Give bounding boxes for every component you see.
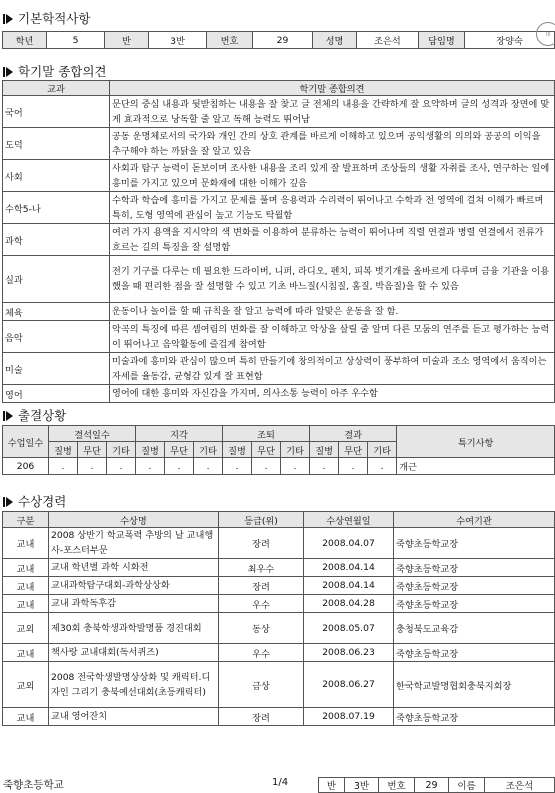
opinion-text: 미술과에 흥미와 관심이 많으며 특히 만들기에 창의적이고 상상력이 풍부하여 미술과 조소 영역에서 움직이는 자세를 율동감, 균형감 있게 잘 표현함 bbox=[110, 353, 555, 385]
section-marker-icon bbox=[3, 496, 14, 507]
number-label: 번호 bbox=[207, 32, 253, 49]
class-value: 3반 bbox=[149, 32, 207, 49]
award-date: 2008.04.07 bbox=[304, 528, 394, 559]
sub-header-unexcused: 무단 bbox=[78, 442, 107, 458]
opinion-subject: 실과 bbox=[3, 256, 110, 303]
award-name: 2008 상반기 학교폭력 추방의 날 교내행사-포스터부문 bbox=[49, 528, 219, 559]
footer-name-value: 조은석 bbox=[485, 778, 555, 793]
sub-header-illness: 질병 bbox=[136, 442, 165, 458]
awards-table bbox=[2, 511, 555, 726]
attendance-cell: . bbox=[78, 458, 107, 475]
award-grade: 장려 bbox=[219, 528, 304, 559]
award-org: 죽향초등학교장 bbox=[394, 644, 555, 662]
award-type: 교내 bbox=[3, 595, 49, 613]
footer-info-table bbox=[318, 777, 555, 793]
name-value: 조은석 bbox=[357, 32, 419, 49]
opinion-subject: 영어 bbox=[3, 385, 110, 403]
award-grade: 우수 bbox=[219, 644, 304, 662]
attendance-cell: . bbox=[252, 458, 281, 475]
opinion-subject: 국어 bbox=[3, 96, 110, 128]
sub-header-other: 기타 bbox=[107, 442, 136, 458]
section-title-opinion bbox=[3, 62, 107, 80]
award-grade: 금상 bbox=[219, 662, 304, 708]
attendance-days-label: 수업일수 bbox=[3, 426, 49, 458]
section-title-attendance bbox=[3, 406, 66, 424]
award-grade: 장려 bbox=[219, 708, 304, 726]
award-type: 교외 bbox=[3, 662, 49, 708]
award-name: 교내 영어잔치 bbox=[49, 708, 219, 726]
footer-page-number: 1/4 bbox=[272, 777, 289, 788]
attendance-cell: . bbox=[165, 458, 194, 475]
opinion-subject: 과학 bbox=[3, 224, 110, 256]
section-marker-icon bbox=[3, 66, 14, 77]
footer-class-value: 3반 bbox=[345, 778, 379, 793]
attendance-cell: . bbox=[136, 458, 165, 475]
sub-header-unexcused: 무단 bbox=[339, 442, 368, 458]
attendance-cell: . bbox=[368, 458, 397, 475]
opinion-subject: 사회 bbox=[3, 160, 110, 192]
award-type: 교내 bbox=[3, 708, 49, 726]
sub-header-unexcused: 무단 bbox=[252, 442, 281, 458]
section-title-text: 학기말 종합의견 bbox=[18, 64, 107, 79]
section-title-text: 출결상황 bbox=[18, 408, 67, 423]
award-date: 2008.04.14 bbox=[304, 559, 394, 577]
award-date: 2008.04.28 bbox=[304, 595, 394, 613]
sub-header-illness: 질병 bbox=[49, 442, 78, 458]
footer-number-value: 29 bbox=[415, 778, 449, 793]
opinion-text: 영어에 대한 흥미와 자신감을 가지며, 의사소통 능력이 아주 우수함 bbox=[110, 385, 555, 403]
award-grade: 동상 bbox=[219, 613, 304, 644]
award-grade: 최우수 bbox=[219, 559, 304, 577]
sub-header-unexcused: 무단 bbox=[165, 442, 194, 458]
award-name: 교내과학탐구대회-과학상상화 bbox=[49, 577, 219, 595]
awards-header-type: 구분 bbox=[3, 512, 49, 528]
attendance-cell: . bbox=[281, 458, 310, 475]
award-name: 제30회 충북학생과학발명품 경진대회 bbox=[49, 613, 219, 644]
opinion-table bbox=[2, 80, 555, 403]
award-type: 교내 bbox=[3, 644, 49, 662]
opinion-text: 여러 가지 용액을 지시약의 색 변화를 이용하여 분류하는 능력이 뛰어나며 직렬 연결과 병렬 연결에서 전류가 흐르는 길의 특징을 잘 설명함 bbox=[110, 224, 555, 256]
opinion-subject: 도덕 bbox=[3, 128, 110, 160]
award-type: 교내 bbox=[3, 528, 49, 559]
opinion-subject: 미술 bbox=[3, 353, 110, 385]
attendance-cell: . bbox=[223, 458, 252, 475]
teacher-seal-stamp: 印 bbox=[536, 22, 555, 46]
sub-header-other: 기타 bbox=[194, 442, 223, 458]
opinion-text: 전기 기구를 다루는 데 필요한 드라이버, 니퍼, 라디오, 펜치, 피복 벗기개를 올바르게 다루며 금융 기관을 이용했을 때 편리한 점을 잘 설명할 수 있고 기초 바느질(시침질, 홈질, 박음질)을 할 수 있음 bbox=[110, 256, 555, 303]
award-date: 2008.07.19 bbox=[304, 708, 394, 726]
award-date: 2008.04.14 bbox=[304, 577, 394, 595]
footer-name-label: 이름 bbox=[449, 778, 485, 793]
opinion-subject: 수학5-나 bbox=[3, 192, 110, 224]
section-marker-icon bbox=[3, 13, 14, 24]
opinion-text: 운동이나 놀이를 할 때 규칙을 잘 알고 능력에 따라 알맞은 운동을 잘 함. bbox=[110, 303, 555, 321]
attendance-cell: . bbox=[310, 458, 339, 475]
opinion-text: 문단의 중심 내용과 뒷받침하는 내용을 잘 찾고 글 전체의 내용을 간략하게 잘 요약하며 글의 성격과 장면에 맞게 효과적으로 낭독할 줄 알고 독해 능력도 뛰어남 bbox=[110, 96, 555, 128]
opinion-text: 사회과 탐구 능력이 돋보이며 조사한 내용을 조리 있게 잘 발표하며 조상들의 생활 자취를 조사, 연구하는 일에 흥미를 가지고 있으며 문화재에 대한 이해가 깊음 bbox=[110, 160, 555, 192]
number-value: 29 bbox=[253, 32, 313, 49]
award-org: 한국학교발명협회충북지회장 bbox=[394, 662, 555, 708]
attendance-table bbox=[2, 425, 555, 475]
sub-header-illness: 질병 bbox=[223, 442, 252, 458]
attendance-special-value: 개근 bbox=[397, 458, 555, 475]
award-date: 2008.06.27 bbox=[304, 662, 394, 708]
award-org: 죽향초등학교장 bbox=[394, 577, 555, 595]
basic-info-table bbox=[2, 31, 555, 49]
section-title-basic bbox=[3, 9, 90, 27]
attendance-cell: . bbox=[339, 458, 368, 475]
opinion-header-subject: 교과 bbox=[3, 81, 110, 96]
award-org: 죽향초등학교장 bbox=[394, 595, 555, 613]
attendance-group-early-leave: 조퇴 bbox=[223, 426, 310, 442]
class-label: 반 bbox=[105, 32, 149, 49]
section-title-text: 기본학적사항 bbox=[18, 11, 91, 26]
sub-header-other: 기타 bbox=[281, 442, 310, 458]
award-grade: 장려 bbox=[219, 577, 304, 595]
teacher-value: 장양숙 bbox=[465, 32, 555, 49]
section-marker-icon bbox=[3, 410, 14, 421]
award-date: 2008.06.23 bbox=[304, 644, 394, 662]
award-name: 책사랑 교내대회(독서퀴즈) bbox=[49, 644, 219, 662]
teacher-label: 담임명 bbox=[419, 32, 465, 49]
award-name: 2008 전국학생발명상상화 및 캐릭터.디자인 그리기 충북예선대회(초등캐릭터) bbox=[49, 662, 219, 708]
name-label: 성명 bbox=[313, 32, 357, 49]
opinion-subject: 음악 bbox=[3, 321, 110, 353]
footer-class-label: 반 bbox=[319, 778, 345, 793]
attendance-cell: . bbox=[107, 458, 136, 475]
award-date: 2008.05.07 bbox=[304, 613, 394, 644]
awards-header-name: 수상명 bbox=[49, 512, 219, 528]
opinion-text: 악곡의 특징에 따른 셈여림의 변화를 잘 이해하고 악상을 살릴 줄 알며 다른 모둠의 연주를 듣고 평가하는 능력이 뛰어나고 음악활동에 즐겁게 참여함 bbox=[110, 321, 555, 353]
attendance-days-value: 206 bbox=[3, 458, 49, 475]
opinion-header-text: 학기말 종합의견 bbox=[110, 81, 555, 96]
attendance-group-missed: 결과 bbox=[310, 426, 397, 442]
awards-header-grade: 등급(위) bbox=[219, 512, 304, 528]
grade-value: 5 bbox=[47, 32, 105, 49]
awards-header-org: 수여기관 bbox=[394, 512, 555, 528]
award-name: 교내 과학독후감 bbox=[49, 595, 219, 613]
opinion-text: 공동 운명체로서의 국가와 개인 간의 상호 관계를 바르게 이해하고 있으며 공익생활의 의의와 공공의 이익을 추구해야 하는 까닭을 잘 알고 있음 bbox=[110, 128, 555, 160]
grade-label: 학년 bbox=[3, 32, 47, 49]
attendance-group-absent: 결석일수 bbox=[49, 426, 136, 442]
section-title-text: 수상경력 bbox=[18, 494, 67, 509]
award-org: 죽향초등학교장 bbox=[394, 528, 555, 559]
footer-number-label: 번호 bbox=[379, 778, 415, 793]
sub-header-illness: 질병 bbox=[310, 442, 339, 458]
award-name: 교내 학년별 과학 시화전 bbox=[49, 559, 219, 577]
award-org: 충청북도교육감 bbox=[394, 613, 555, 644]
award-grade: 우수 bbox=[219, 595, 304, 613]
attendance-cell: . bbox=[194, 458, 223, 475]
sub-header-other: 기타 bbox=[368, 442, 397, 458]
attendance-cell: . bbox=[49, 458, 78, 475]
award-type: 교내 bbox=[3, 577, 49, 595]
opinion-text: 수학과 학습에 흥미를 가지고 문제를 풀며 응용력과 수리력이 뛰어나고 수학과 전 영역에 걸쳐 이해가 빠르며 특히, 도형 영역에 관심이 높고 기능도 탁월함 bbox=[110, 192, 555, 224]
footer-school-name: 죽향초등학교 bbox=[3, 779, 64, 791]
award-type: 교내 bbox=[3, 559, 49, 577]
award-org: 죽향초등학교장 bbox=[394, 708, 555, 726]
attendance-special-label: 특기사항 bbox=[397, 426, 555, 458]
attendance-group-late: 지각 bbox=[136, 426, 223, 442]
opinion-subject: 체육 bbox=[3, 303, 110, 321]
section-title-awards bbox=[3, 492, 66, 510]
award-type: 교외 bbox=[3, 613, 49, 644]
awards-header-date: 수상연월일 bbox=[304, 512, 394, 528]
award-org: 죽향초등학교장 bbox=[394, 559, 555, 577]
